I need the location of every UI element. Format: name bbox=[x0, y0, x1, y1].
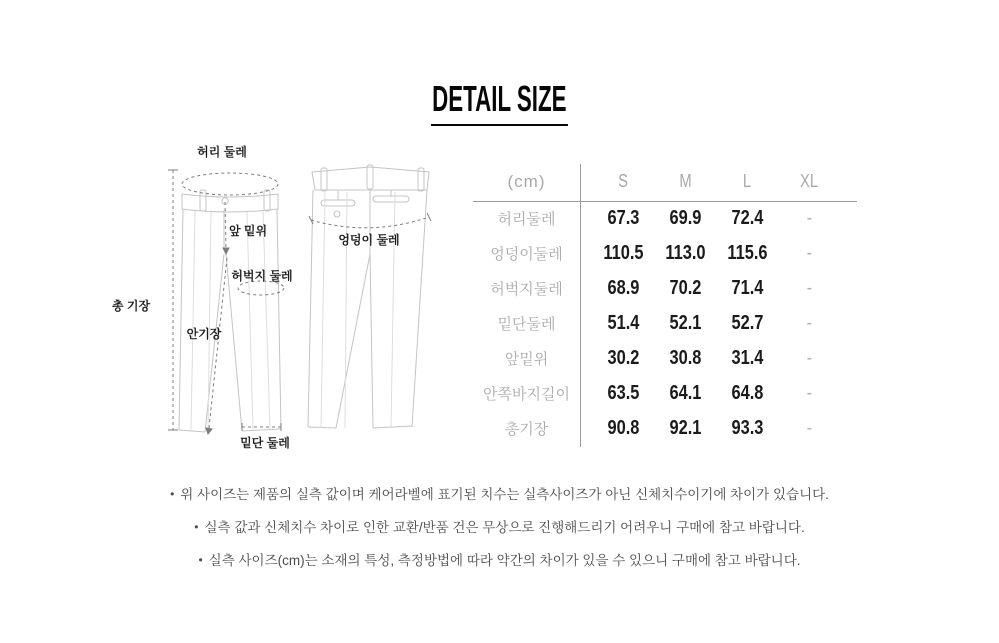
note-line bbox=[0, 517, 999, 537]
thigh-label: 허벅지 둘레 bbox=[231, 269, 293, 283]
notes-section bbox=[0, 484, 999, 583]
cell-value: 68.9 bbox=[607, 277, 639, 299]
table-row-waist bbox=[473, 201, 857, 236]
cell-value: 31.4 bbox=[731, 347, 763, 369]
table-row-inseam bbox=[473, 376, 857, 411]
table-row-hip bbox=[473, 236, 857, 271]
row-label: 허리둘레 bbox=[497, 211, 556, 228]
note-line bbox=[0, 484, 999, 504]
cell-value: 72.4 bbox=[731, 207, 763, 229]
size-header-l: L bbox=[742, 171, 752, 191]
size-table bbox=[473, 162, 857, 446]
cell-value: 64.1 bbox=[669, 382, 701, 404]
title-wrap bbox=[0, 78, 999, 126]
cell-value: 113.0 bbox=[664, 242, 706, 264]
back-pants-outline bbox=[308, 165, 429, 428]
cell-value: 67.3 bbox=[607, 207, 639, 229]
front-measure-lines bbox=[173, 170, 284, 430]
bullet-icon: • bbox=[194, 520, 199, 534]
cell-value: 52.1 bbox=[669, 312, 701, 334]
cell-value: 110.5 bbox=[602, 242, 644, 264]
row-label: 앞밑위 bbox=[504, 351, 549, 368]
pants-diagram-svg bbox=[105, 140, 455, 470]
cell-value: 51.4 bbox=[607, 312, 639, 334]
cell-value: 115.6 bbox=[726, 242, 768, 264]
cell-value: - bbox=[806, 312, 812, 334]
table-vertical-divider bbox=[580, 164, 581, 447]
table-header-underline bbox=[473, 201, 857, 202]
cell-value: 70.2 bbox=[669, 277, 701, 299]
note-text: 위 사이즈는 제품의 실측 값이며 케어라벨에 표기된 치수는 실측사이즈가 아닌 신체치수이기에 차이가 있습니다. bbox=[180, 487, 829, 502]
page-title: DETAIL SIZE bbox=[431, 78, 568, 126]
row-label: 밑단둘레 bbox=[497, 316, 556, 333]
cell-value: 63.5 bbox=[607, 382, 639, 404]
cell-value: 90.8 bbox=[607, 417, 639, 439]
inseam-label: 안기장 bbox=[186, 327, 222, 341]
cell-value: 30.2 bbox=[607, 347, 639, 369]
pants-measurement-diagram bbox=[105, 140, 455, 470]
cell-value: - bbox=[806, 417, 812, 439]
cell-value: 71.4 bbox=[731, 277, 763, 299]
bullet-icon: • bbox=[198, 553, 203, 567]
size-header-m: M bbox=[678, 171, 692, 191]
waist-label: 허리 둘레 bbox=[197, 145, 247, 159]
table-row-hem bbox=[473, 306, 857, 341]
row-label: 안쪽바지길이 bbox=[483, 386, 570, 403]
table-header-row bbox=[473, 162, 857, 201]
row-label: 총기장 bbox=[504, 421, 549, 438]
table-row-total-length bbox=[473, 411, 857, 446]
front-rise-label: 앞 밑위 bbox=[229, 224, 268, 238]
row-label: 허벅지둘레 bbox=[490, 281, 563, 298]
size-header-xl: XL bbox=[799, 171, 819, 191]
note-line bbox=[0, 550, 999, 570]
table-row-thigh bbox=[473, 271, 857, 306]
cell-value: 69.9 bbox=[669, 207, 701, 229]
cell-value: 92.1 bbox=[669, 417, 701, 439]
table-row-front-rise bbox=[473, 341, 857, 376]
cell-value: - bbox=[806, 347, 812, 369]
row-label: 엉덩이둘레 bbox=[490, 246, 563, 263]
note-text: 실측 값과 신체치수 차이로 인한 교환/반품 건은 무상으로 진행해드리기 어려우니 구매에 참고 바랍니다. bbox=[204, 520, 805, 535]
unit-header: (cm) bbox=[507, 171, 546, 191]
cell-value: - bbox=[806, 277, 812, 299]
front-pants-creases bbox=[191, 211, 270, 431]
cell-value: - bbox=[806, 382, 812, 404]
note-text: 실측 사이즈(cm)는 소재의 특성, 측정방법에 따라 약간의 차이가 있을 수 있으니 구매에 참고 바랍니다. bbox=[208, 553, 801, 568]
cell-value: 64.8 bbox=[731, 382, 763, 404]
cell-value: - bbox=[806, 207, 812, 229]
hem-label: 밑단 둘레 bbox=[240, 436, 290, 450]
back-pants-creases bbox=[321, 192, 395, 428]
cell-value: - bbox=[806, 242, 812, 264]
size-header-s: S bbox=[618, 171, 628, 191]
cell-value: 93.3 bbox=[731, 417, 763, 439]
total-length-label: 총 기장 bbox=[111, 299, 151, 313]
bullet-icon: • bbox=[170, 487, 175, 501]
cell-value: 52.7 bbox=[731, 312, 763, 334]
cell-value: 30.8 bbox=[669, 347, 701, 369]
hip-label: 엉덩이 둘레 bbox=[338, 233, 400, 247]
